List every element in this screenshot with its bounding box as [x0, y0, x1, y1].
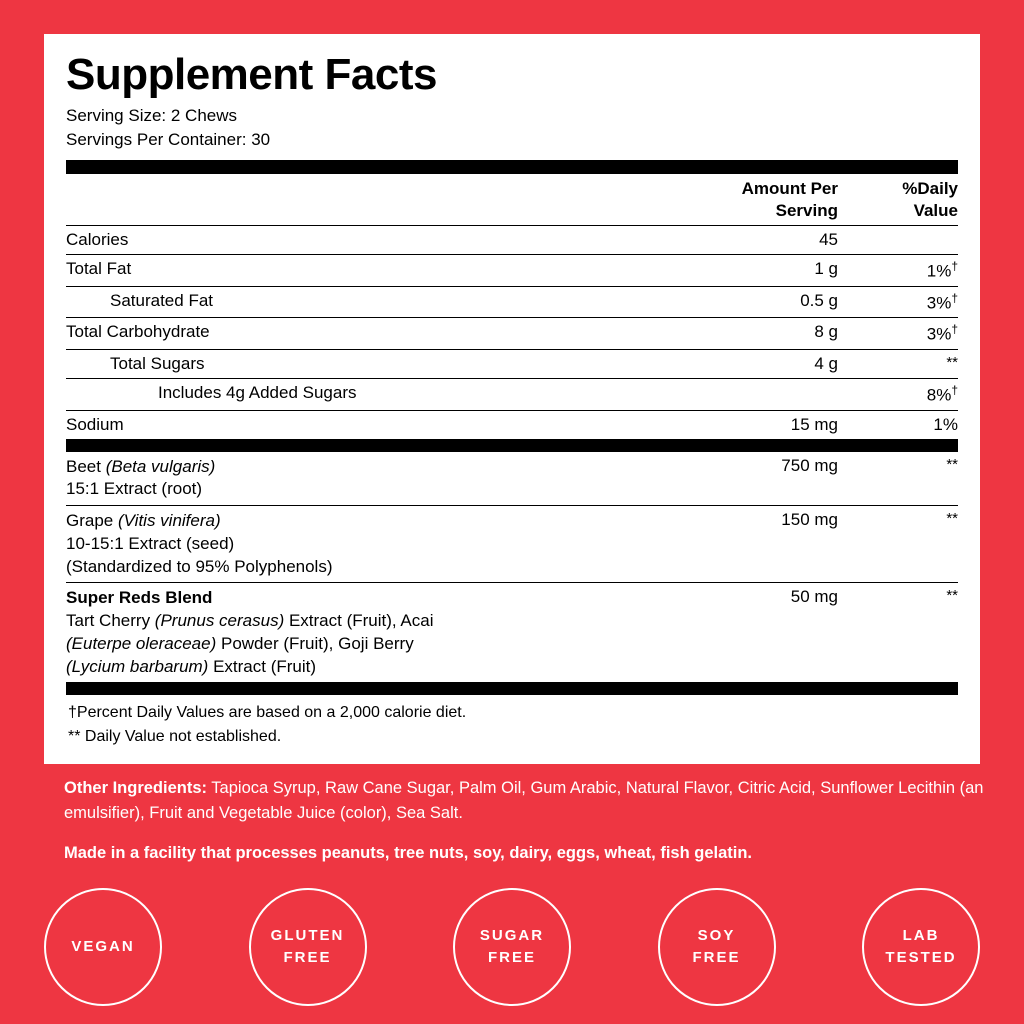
badge-lab-tested: [862, 888, 980, 1006]
table-row: [66, 506, 958, 583]
nutrient-dv: [866, 225, 958, 254]
nutrient-amount: 1 g: [716, 254, 866, 286]
other-ingredients-text: Tapioca Syrup, Raw Cane Sugar, Palm Oil, Gum Arabic, Natural Flavor, Citric Acid, Sunflower Lecithin (an emulsifier), Fruit and Vegetable Juice (color), Sea Salt.: [64, 779, 984, 822]
ingredient-dv: **: [866, 452, 958, 506]
nutrient-dv: 8%†: [866, 378, 958, 410]
header-daily-value: %Daily Value: [866, 174, 958, 225]
badge-vegan: [44, 888, 162, 1006]
table-row: [66, 583, 958, 683]
nutrient-dv: 3%†: [866, 318, 958, 350]
badge-line1: GLUTEN: [270, 927, 345, 945]
footnotes: [66, 695, 958, 747]
badge-line2: TESTED: [885, 949, 957, 966]
header-amount-per-serving: Amount Per Serving: [716, 174, 866, 225]
badge-sugar-free: [453, 888, 571, 1006]
nutrient-name: Calories: [66, 225, 716, 254]
table-header-row: [66, 174, 958, 225]
badge-line2: FREE: [283, 949, 332, 966]
table-row: [66, 318, 958, 350]
page-title: Supplement Facts: [66, 50, 437, 99]
ingredient-name: Super Reds Blend Tart Cherry (Prunus cerasus) Extract (Fruit), Acai (Euterpe oleraceae) Powder (Fruit), Goji Berry (Lycium barbarum) Extract (Fruit): [66, 588, 434, 676]
ingredient-name: Grape (Vitis vinifera) 10-15:1 Extract (seed) (Standardized to 95% Polyphenols): [66, 506, 716, 583]
nutrient-name: Total Sugars: [66, 349, 716, 378]
facility-allergen-note: Made in a facility that processes peanuts, tree nuts, soy, dairy, eggs, wheat, fish gelatin.: [64, 844, 752, 862]
nutrient-dv: **: [866, 349, 958, 378]
nutrient-name: Total Fat: [66, 254, 716, 286]
nutrient-name: Total Carbohydrate: [66, 318, 716, 350]
nutrient-name: Saturated Fat: [66, 286, 716, 318]
nutrient-amount: [716, 378, 866, 410]
badge-line1: VEGAN: [71, 938, 135, 956]
badge-row: [44, 888, 980, 1006]
ingredient-dv: **: [946, 587, 958, 605]
nutrient-name: Sodium: [66, 414, 124, 434]
table-row: [66, 410, 958, 439]
nutrient-amount: 4 g: [716, 349, 866, 378]
supplement-facts-panel: [44, 34, 980, 764]
nutrient-dv: 1%†: [866, 254, 958, 286]
ingredient-name: Beet (Beta vulgaris) 15:1 Extract (root): [66, 452, 716, 506]
badge-line2: FREE: [487, 949, 536, 966]
badge-line1: SUGAR: [479, 927, 545, 945]
table-row: [66, 225, 958, 254]
header-blank: [66, 174, 716, 225]
ingredient-amount: 150 mg: [716, 506, 866, 583]
table-row: [66, 254, 958, 286]
ingredient-dv: **: [866, 506, 958, 583]
other-ingredients: [64, 776, 994, 826]
footnote-not-established: ** Daily Value not established.: [68, 727, 282, 745]
nutrient-amount: 15 mg: [790, 414, 838, 434]
divider-thick-middle: [66, 439, 958, 452]
table-row: [66, 349, 958, 378]
nutrition-table: [66, 174, 958, 438]
nutrient-amount: 8 g: [716, 318, 866, 350]
table-row: [66, 378, 958, 410]
footnote-daily-value: †Percent Daily Values are based on a 2,000 calorie diet.: [68, 704, 467, 722]
ingredient-amount: 750 mg: [716, 452, 866, 506]
nutrient-amount: 45: [716, 225, 866, 254]
ingredient-amount: 50 mg: [790, 587, 838, 607]
divider-thick-bottom: [66, 682, 958, 695]
badge-soy-free: [658, 888, 776, 1006]
badge-line1: SOY: [697, 927, 736, 945]
serving-size: Serving Size: 2 Chews: [66, 106, 238, 126]
servings-per-container: Servings Per Container: 30: [66, 130, 271, 150]
badge-line1: LAB: [902, 927, 940, 945]
table-row: [66, 452, 958, 506]
badge-gluten-free: [249, 888, 367, 1006]
nutrient-dv: 3%†: [866, 286, 958, 318]
divider-thick-top: [66, 160, 958, 174]
nutrient-name: Includes 4g Added Sugars: [66, 378, 716, 410]
other-ingredients-label: Other Ingredients:: [64, 779, 208, 797]
nutrient-dv: 1%: [933, 414, 958, 434]
badge-line2: FREE: [692, 949, 741, 966]
ingredient-table: [66, 452, 958, 683]
table-row: [66, 286, 958, 318]
nutrient-amount: 0.5 g: [716, 286, 866, 318]
